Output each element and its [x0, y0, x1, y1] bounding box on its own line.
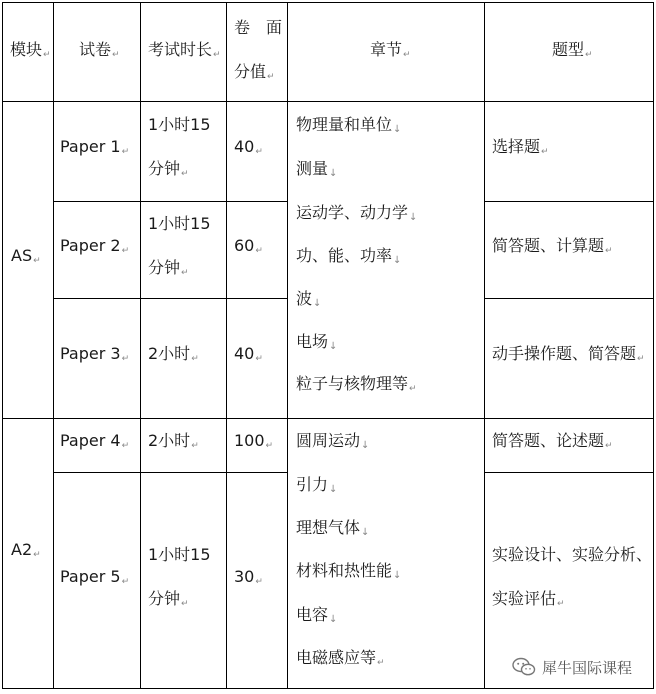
a2-chapter-item: 理想气体 ↓: [296, 519, 369, 540]
paper-5-question-type-line1: 实验设计、实验分析、: [492, 545, 653, 564]
paper-5-question-type-line2: 实验评估 ↵: [492, 590, 565, 611]
paper-1-question-type: 选择题 ↵: [492, 138, 549, 159]
paper-5-name: Paper 5 ↵: [60, 568, 129, 589]
as-chapter-item: 电场 ↓: [296, 333, 337, 354]
paper-3-score: 40 ↵: [234, 345, 263, 366]
paper-4-duration: 2小时 ↵: [148, 432, 199, 453]
paper-2-duration-line2: 分钟 ↵: [148, 259, 189, 280]
paper-1-duration-line1: 1小时15: [148, 115, 211, 134]
as-chapter-item: 粒子与核物理等 ↵: [296, 375, 417, 396]
a2-chapter-item: 引力 ↓: [296, 476, 337, 497]
paper-2-score: 60 ↵: [234, 237, 263, 258]
watermark-text: 犀牛国际课程: [542, 658, 633, 677]
header-duration: 考试时长 ↵: [148, 41, 221, 62]
column-divider: [140, 2, 141, 689]
module-a2: A2 ↵: [11, 541, 41, 562]
paper-2-name: Paper 2 ↵: [60, 237, 129, 258]
as-chapter-item: 波 ↓: [296, 290, 321, 311]
as-chapter-item: 测量 ↓: [296, 160, 337, 181]
paper-1-score: 40 ↵: [234, 138, 263, 159]
table-border-top: [2, 2, 653, 3]
header-module: 模块 ↵: [10, 41, 51, 62]
column-divider: [287, 2, 288, 689]
paper-4-score: 100 ↵: [234, 432, 273, 453]
paper-2-question-type: 简答题、计算题 ↵: [492, 237, 613, 258]
header-paper: 试卷 ↵: [79, 41, 120, 62]
table-border-bottom: [2, 688, 653, 689]
column-divider: [53, 2, 54, 689]
row-divider: [53, 298, 287, 299]
header-score-line2: 分值 ↵: [234, 63, 275, 84]
paper-5-score: 30 ↵: [234, 568, 263, 589]
row-divider: [484, 472, 653, 473]
header-score-line1: 卷 面: [234, 18, 283, 37]
column-divider: [226, 2, 227, 689]
row-divider: [53, 472, 287, 473]
paper-3-duration: 2小时 ↵: [148, 345, 199, 366]
group-divider: [2, 418, 653, 419]
paper-1-duration-line2: 分钟 ↵: [148, 160, 189, 181]
a2-chapter-item: 圆周运动 ↓: [296, 432, 369, 453]
a2-chapter-item: 电容 ↓: [296, 606, 337, 627]
paper-3-question-type: 动手操作题、简答题 ↵: [492, 345, 645, 366]
column-divider: [484, 2, 485, 689]
header-divider: [2, 101, 653, 102]
paper-5-duration-line2: 分钟 ↵: [148, 590, 189, 611]
paper-1-name: Paper 1 ↵: [60, 138, 129, 159]
paper-2-duration-line1: 1小时15: [148, 214, 211, 233]
module-as: AS ↵: [11, 247, 41, 268]
row-divider: [484, 298, 653, 299]
header-question-type: 题型 ↵: [552, 41, 593, 62]
row-divider: [53, 201, 287, 202]
a2-chapter-item: 材料和热性能 ↓: [296, 562, 401, 583]
paper-3-name: Paper 3 ↵: [60, 345, 129, 366]
watermark: [509, 655, 635, 679]
paper-4-question-type: 简答题、论述题 ↵: [492, 432, 613, 453]
a2-chapter-item: 电磁感应等 ↵: [296, 649, 385, 670]
row-divider: [484, 201, 653, 202]
as-chapter-item: 功、能、功率 ↓: [296, 247, 401, 268]
table-border-left: [2, 2, 3, 689]
header-chapters: 章节 ↵: [370, 41, 411, 62]
wechat-icon: [512, 657, 536, 677]
paper-5-duration-line1: 1小时15: [148, 545, 211, 564]
as-chapter-item: 运动学、动力学 ↓: [296, 204, 417, 225]
as-chapter-item: 物理量和单位 ↓: [296, 116, 401, 137]
paper-4-name: Paper 4 ↵: [60, 432, 129, 453]
table-border-right: [653, 2, 654, 689]
